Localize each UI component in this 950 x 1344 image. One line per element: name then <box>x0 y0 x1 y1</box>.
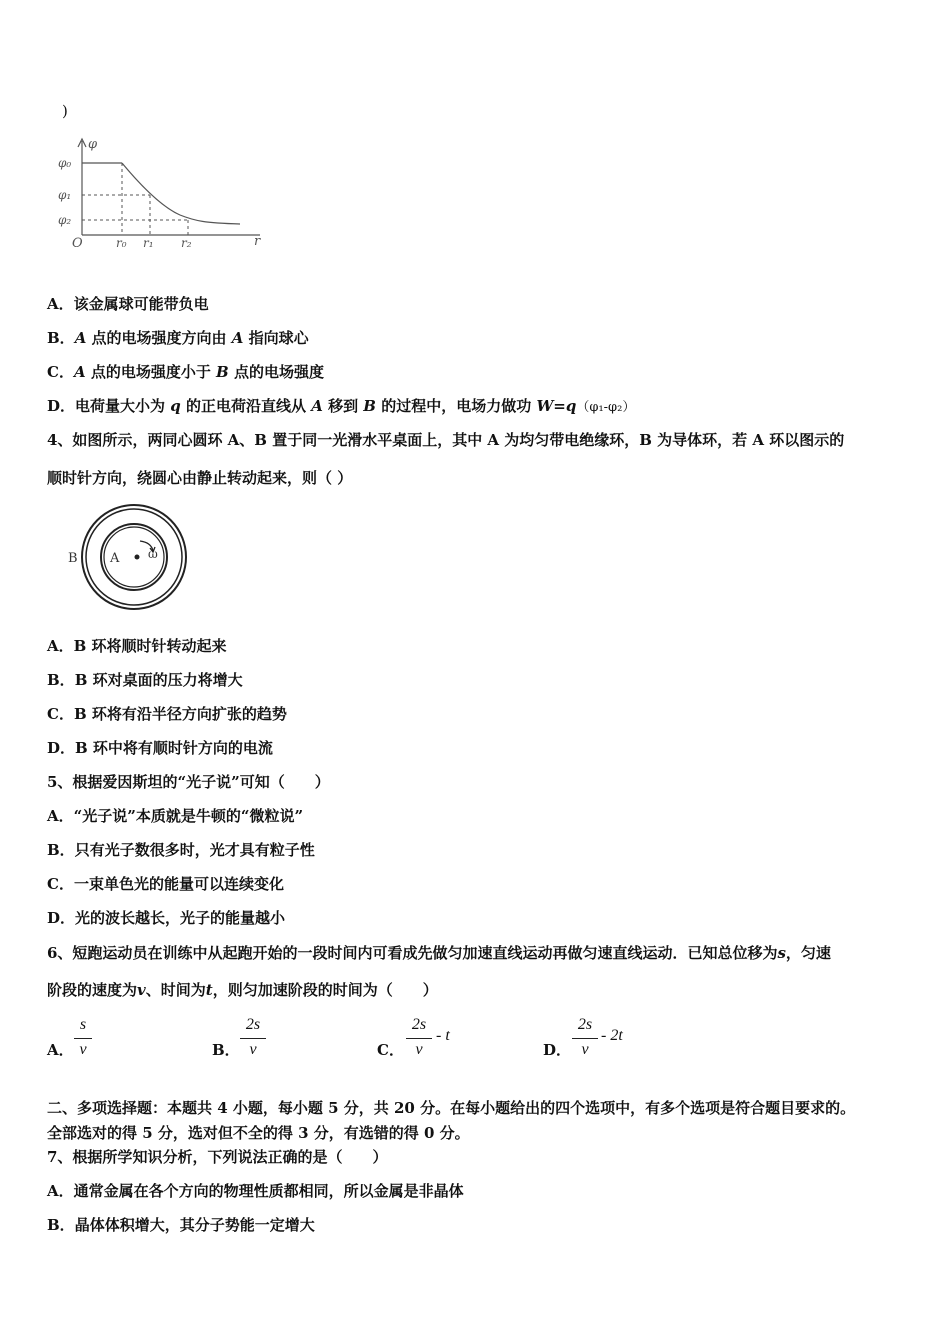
phi2-label: φ₂ <box>58 213 72 227</box>
q6-stem-line2: 阶段的速度为v、时间为t，则匀加速阶段的时间为（ ） <box>47 981 438 999</box>
continued-paren: ) <box>62 102 68 120</box>
q4-option-c: C．B 环将有沿半径方向扩张的趋势 <box>47 705 287 723</box>
q6-option-c-label: C． <box>377 1041 404 1059</box>
ring-b <box>82 505 186 609</box>
r0-label: r₀ <box>116 236 127 250</box>
y-axis-label: φ <box>88 137 98 152</box>
q5-option-c: C．一束单色光的能量可以连续变化 <box>47 875 284 893</box>
q6-option-d-fraction: 2s v <box>572 1016 598 1062</box>
q6-option-b-label: B． <box>212 1041 240 1059</box>
q7-option-a: A．通常金属在各个方向的物理性质都相同，所以金属是非晶体 <box>47 1182 464 1200</box>
q5-option-d: D．光的波长越长，光子的能量越小 <box>47 909 286 927</box>
q7-stem: 7、根据所学知识分析，下列说法正确的是（ ） <box>47 1148 388 1166</box>
q6-option-c-tail: - t <box>436 1027 450 1044</box>
q6-option-a-fraction: s v <box>74 1016 92 1062</box>
q3-option-a: A．该金属球可能带负电 <box>47 295 209 313</box>
q5-option-b: B．只有光子数很多时，光才具有粒子性 <box>47 841 315 859</box>
q3-option-b: B．A 点的电场强度方向由 A 指向球心 <box>47 329 309 347</box>
phi1-label: φ₁ <box>58 188 72 202</box>
q4-stem-line1: 4、如图所示，两同心圆环 A、B 置于同一光滑水平桌面上，其中 A 为均匀带电绝缘环，B 为导体环，若 A 环以图示的 <box>47 431 845 449</box>
q4-option-a: A．B 环将顺时针转动起来 <box>47 637 227 655</box>
label-a: A <box>110 551 120 566</box>
q6-option-d-label: D． <box>543 1041 572 1059</box>
potential-graph <box>50 135 275 250</box>
r1-label: r₁ <box>143 236 154 250</box>
q6-option-c-fraction: 2s v <box>406 1016 432 1062</box>
q4-stem-line2: 顺时针方向，绕圆心由静止转动起来，则（ ） <box>47 469 353 487</box>
section2-header-line1: 二、多项选择题：本题共 4 小题，每小题 5 分，共 20 分。在每小题给出的四个选项中，有多个选项是符合题目要求的。 <box>47 1099 856 1117</box>
q3-option-c: C．A 点的电场强度小于 B 点的电场强度 <box>47 363 324 381</box>
section2-header-line2: 全部选对的得 5 分，选对但不全的得 3 分，有选错的得 0 分。 <box>47 1124 470 1142</box>
decay-curve <box>122 163 240 224</box>
q4-option-b: B．B 环对桌面的压力将增大 <box>47 671 243 689</box>
label-omega: ω <box>148 547 158 561</box>
label-b: B <box>68 551 78 566</box>
q5-stem: 5、根据爱因斯坦的“光子说”可知（ ） <box>47 773 330 791</box>
q4-option-d: D．B 环中将有顺时针方向的电流 <box>47 739 273 757</box>
origin-label: O <box>72 236 83 250</box>
q5-option-a: A．“光子说”本质就是牛顿的“微粒说” <box>47 807 304 825</box>
q7-option-b: B．晶体体积增大，其分子势能一定增大 <box>47 1216 315 1234</box>
q6-option-a-label: A． <box>47 1041 74 1059</box>
q3-option-d: D．电荷量大小为 q 的正电荷沿直线从 A 移到 B 的过程中，电场力做功 W=q（φ₁-φ₂） <box>47 397 636 415</box>
q6-option-d-tail: - 2t <box>601 1027 623 1044</box>
concentric-rings-figure <box>62 500 192 615</box>
r2-label: r₂ <box>181 236 192 250</box>
phi0-label: φ₀ <box>58 156 72 170</box>
x-axis-label: r <box>254 234 261 249</box>
q6-option-b-fraction: 2s v <box>240 1016 266 1062</box>
center-dot <box>135 555 140 560</box>
q6-stem-line1: 6、短跑运动员在训练中从起跑开始的一段时间内可看成先做匀加速直线运动再做匀速直线运动．已知总位移为s，匀速 <box>47 944 831 962</box>
